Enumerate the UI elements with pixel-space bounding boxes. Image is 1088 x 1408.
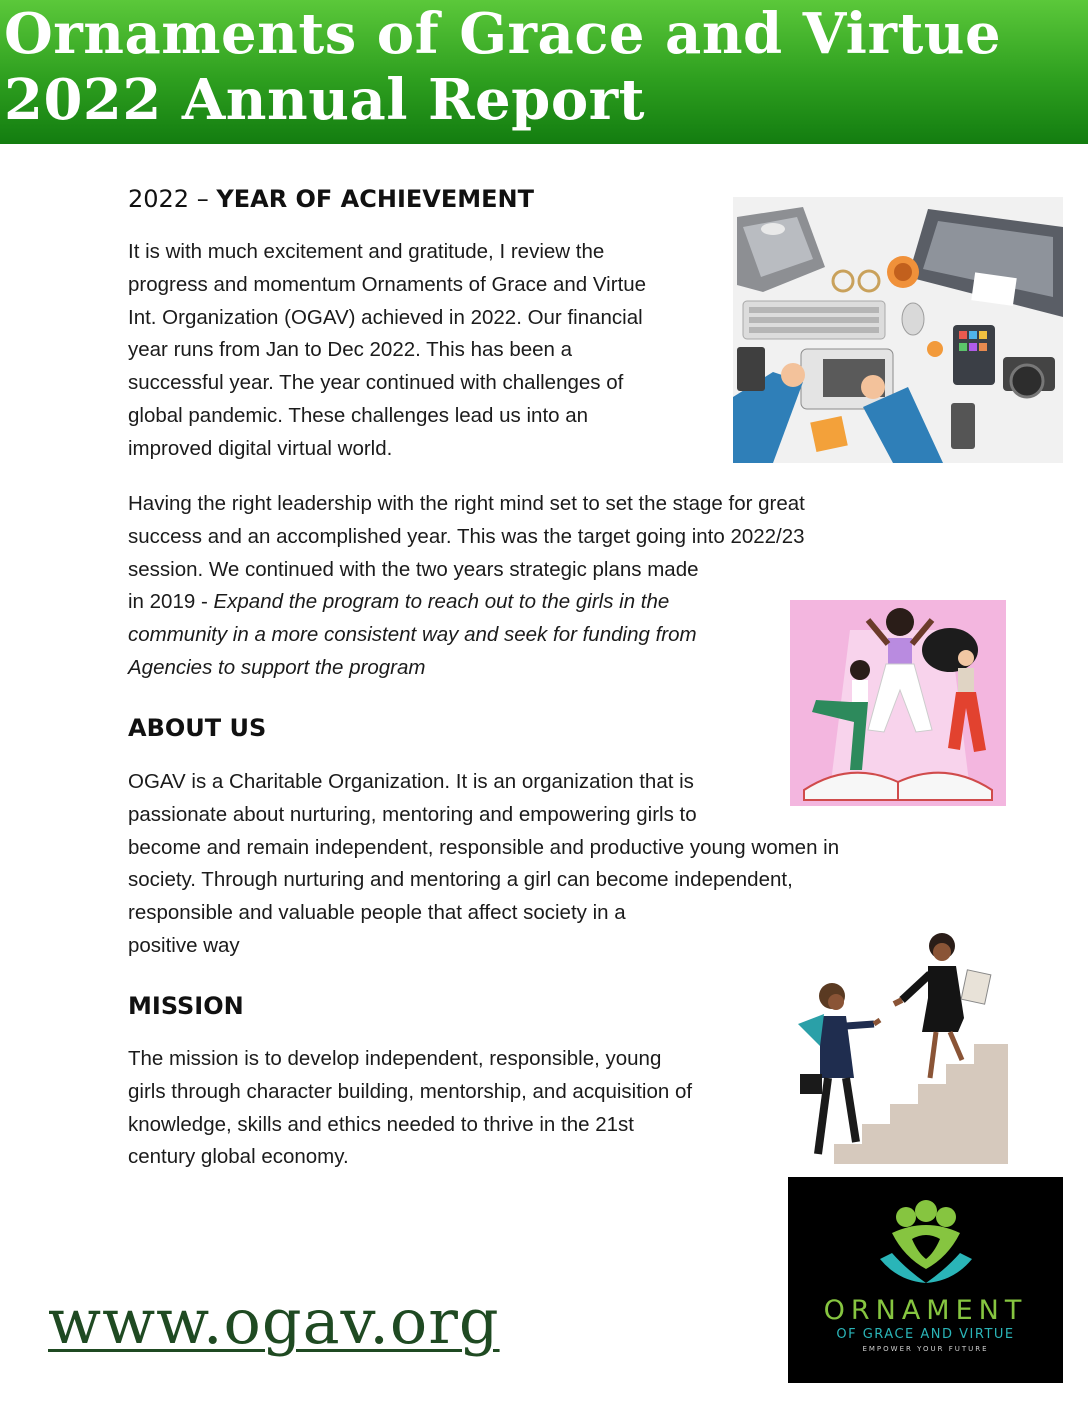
text-line: progress and momentum Ornaments of Grace and Virtue [128, 272, 647, 296]
text-line: positive way [128, 933, 240, 957]
achievement-paragraph-1 [128, 236, 646, 466]
mission-paragraph [128, 1043, 692, 1174]
dancing-girls-illustration [790, 600, 1006, 806]
ogav-logo [788, 1177, 1063, 1383]
text-line [128, 619, 805, 652]
text-line [128, 586, 805, 619]
text-line: Having the right leadership with the right mind set to set the stage for great [128, 492, 805, 515]
logo-wordmark: ORNAMENT [823, 1295, 1028, 1326]
report-title: Ornaments of Grace and Virtue [4, 1, 1002, 67]
text-line: The mission is to develop independent, responsible, young [128, 1047, 662, 1070]
logo-subtitle: OF GRACE AND VIRTUE [836, 1327, 1015, 1342]
text-line [128, 652, 805, 685]
achievement-heading-title: YEAR OF ACHIEVEMENT [216, 185, 534, 213]
text-line-lead: in 2019 - [128, 590, 214, 614]
text-line: session. We continued with the two years strategic plans made [128, 557, 699, 581]
website-link[interactable]: www.ogav.org [48, 1285, 500, 1358]
text-line: century global economy. [128, 1145, 349, 1169]
dancers-icon [790, 600, 1006, 806]
text-line: become and remain independent, responsible and productive young women in [128, 835, 840, 859]
report-subtitle: 2022 Annual Report [4, 67, 646, 133]
text-line: responsible and valuable people that affect society in a [128, 901, 626, 925]
text-line: OGAV is a Charitable Organization. It is an organization that is [128, 770, 694, 793]
strategic-plan-text: community in a more consistent way and seek for funding from [128, 623, 697, 647]
text-line: knowledge, skills and ethics needed to thrive in the 21st [128, 1112, 634, 1136]
mission-heading: MISSION [128, 992, 244, 1020]
about-paragraph [128, 766, 839, 963]
achievement-heading [128, 184, 534, 214]
ogav-logo-icon [788, 1177, 1063, 1295]
logo-tagline: EMPOWER YOUR FUTURE [862, 1345, 989, 1353]
text-line: year runs from Jan to Dec 2022. This has been a [128, 338, 573, 362]
achievement-heading-year: 2022 – [128, 185, 217, 213]
text-line: society. Through nurturing and mentoring a girl can become independent, [128, 868, 793, 892]
text-line: It is with much excitement and gratitude, I review the [128, 240, 605, 263]
workspace-icon [733, 197, 1063, 463]
strategic-plan-text: Expand the program to reach out to the girls in the [213, 590, 670, 614]
text-line: improved digital virtual world. [128, 436, 393, 460]
text-line: success and an accomplished year. This was the target going into 2022/23 [128, 524, 805, 548]
text-line: passionate about nurturing, mentoring and empowering girls to [128, 802, 697, 826]
text-line: global pandemic. These challenges lead us into an [128, 403, 589, 427]
text-line: Int. Organization (OGAV) achieved in 2022. Our financial [128, 305, 643, 329]
mentor-icon [790, 928, 1010, 1164]
header-banner [0, 0, 1088, 144]
strategic-plan-text: Agencies to support the program [128, 655, 426, 679]
achievement-paragraph-2 [128, 488, 805, 685]
text-line: successful year. The year continued with challenges of [128, 371, 624, 395]
text-line: girls through character building, mentorship, and acquisition of [128, 1079, 693, 1103]
mentor-stairs-illustration [790, 928, 1010, 1164]
workspace-illustration [733, 197, 1063, 463]
about-heading: ABOUT US [128, 714, 267, 742]
